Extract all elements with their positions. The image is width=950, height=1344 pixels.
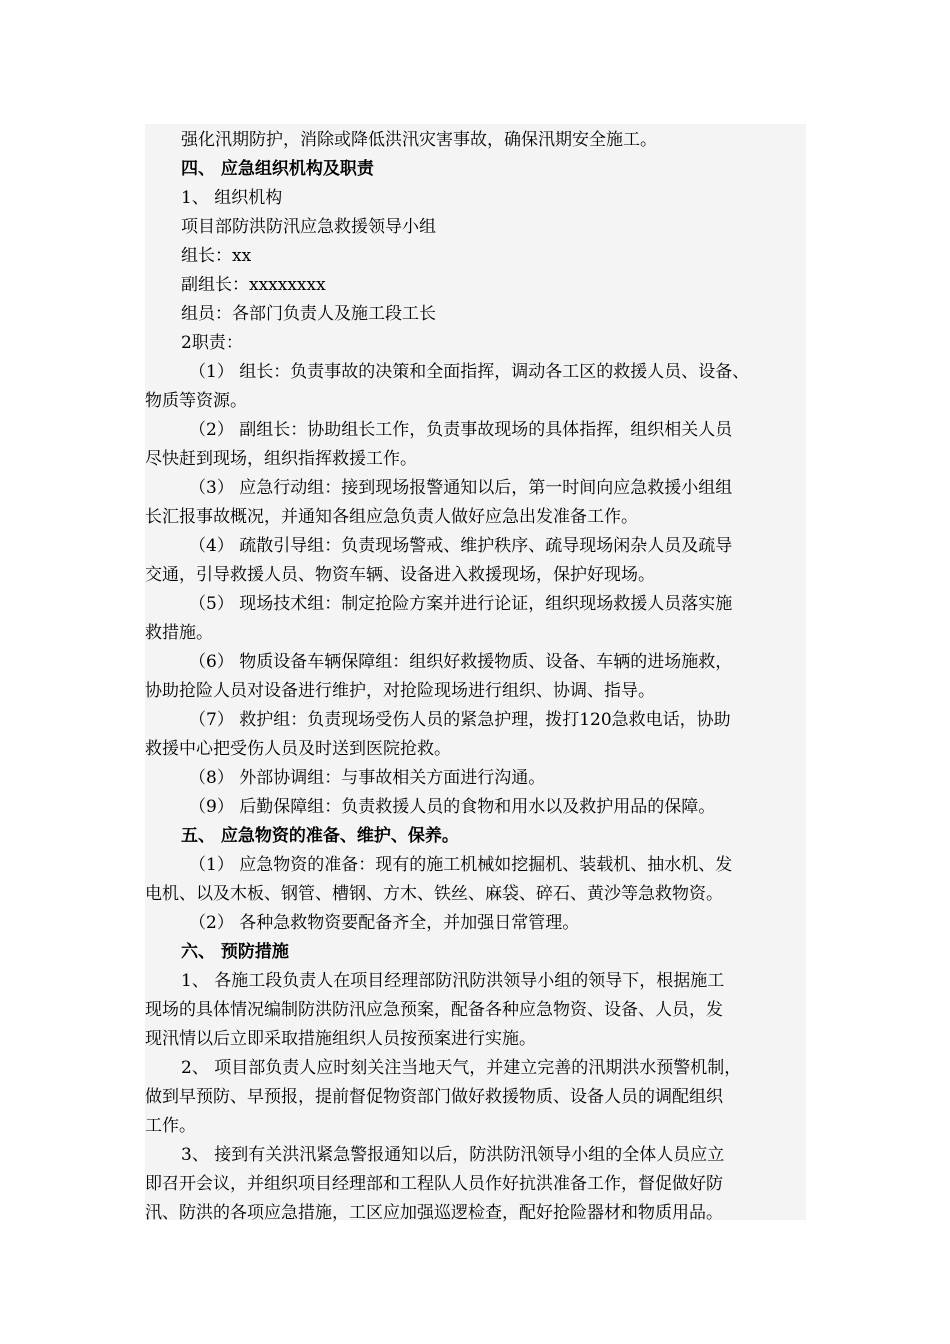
duty-7-line-2: 救援中心把受伤人员及时送到医院抢救。 — [145, 739, 451, 759]
duty-7-line-1: （7） 救护组：负责现场受伤人员的紧急护理，拨打120急救电话，协助 — [189, 710, 731, 730]
intro-line: 强化汛期防护，消除或降低洪汛灾害事故，确保汛期安全施工。 — [181, 130, 657, 150]
duty-6-line-2: 协助抢险人员对设备进行维护，对抢险现场进行组织、协调、指导。 — [145, 681, 655, 701]
duty-4-line-2: 交通，引导救援人员、物资车辆、设备进入救援现场，保护好现场。 — [145, 565, 655, 585]
prevention-2-line-1: 2、 项目部负责人应时刻关注当地天气，并建立完善的汛期洪水预警机制， — [181, 1058, 742, 1078]
duty-2-line-2: 尽快赶到现场，组织指挥救援工作。 — [145, 449, 417, 469]
leader-line: 组长：xx — [181, 246, 252, 266]
duty-5-line-2: 救措施。 — [145, 623, 213, 643]
prevention-3-line-2: 即召开会议，并组织项目经理部和工程队人员作好抗洪准备工作，督促做好防 — [145, 1174, 723, 1194]
document-body — [145, 126, 815, 1228]
materials-1-line-2: 电机、以及木板、钢管、槽钢、方木、铁丝、麻袋、碎石、黄沙等急救物资。 — [145, 884, 723, 904]
duty-4-line-1: （4） 疏散引导组：负责现场警戒、维护秩序、疏导现场闲杂人员及疏导 — [189, 536, 733, 556]
deputy-line: 副组长：xxxxxxxx — [181, 275, 326, 295]
duty-3-line-1: （3） 应急行动组：接到现场报警通知以后，第一时间向应急救援小组组 — [189, 478, 733, 498]
duty-1-line-1: （1） 组长：负责事故的决策和全面指挥，调动各工区的救援人员、设备、 — [189, 362, 750, 382]
prevention-1-line-2: 现场的具体情况编制防洪防汛应急预案，配备各种应急物资、设备、人员，发 — [145, 1000, 723, 1020]
org-group: 项目部防洪防汛应急救援领导小组 — [181, 217, 436, 237]
section-heading-6: 六、 预防措施 — [181, 942, 289, 962]
duty-6-line-1: （6） 物质设备车辆保障组：组织好救援物质、设备、车辆的进场施救， — [189, 652, 733, 672]
prevention-3-line-1: 3、 接到有关洪汛紧急警报通知以后，防洪防汛领导小组的全体人员应立 — [181, 1145, 725, 1165]
duty-8: （8） 外部协调组：与事故相关方面进行沟通。 — [189, 768, 546, 788]
prevention-2-line-3: 工作。 — [145, 1116, 196, 1136]
members-line: 组员：各部门负责人及施工段工长 — [181, 304, 436, 324]
section-heading-5: 五、 应急物资的准备、维护、保养。 — [181, 826, 459, 846]
prevention-2-line-2: 做到早预防、早预报，提前督促物资部门做好救援物质、设备人员的调配组织 — [145, 1087, 723, 1107]
prevention-1-line-3: 现汛情以后立即采取措施组织人员按预案进行实施。 — [145, 1029, 536, 1049]
prevention-3-line-3: 汛、防洪的各项应急措施，工区应加强巡逻检查，配好抢险器材和物质用品。 — [145, 1203, 723, 1223]
duty-5-line-1: （5） 现场技术组：制定抢险方案并进行论证，组织现场救援人员落实施 — [189, 594, 733, 614]
materials-1-line-1: （1） 应急物资的准备：现有的施工机械如挖掘机、装载机、抽水机、发 — [189, 855, 733, 875]
duty-title: 2职责： — [181, 333, 243, 353]
duty-9: （9） 后勤保障组：负责救援人员的食物和用水以及救护用品的保障。 — [189, 797, 716, 817]
prevention-1-line-1: 1、 各施工段负责人在项目经理部防汛防洪领导小组的领导下，根据施工 — [181, 971, 725, 991]
org-title: 1、 组织机构 — [181, 188, 283, 208]
section-heading-4: 四、 应急组织机构及职责 — [181, 159, 374, 179]
duty-3-line-2: 长汇报事故概况，并通知各组应急负责人做好应急出发准备工作。 — [145, 507, 638, 527]
materials-2: （2） 各种急救物资要配备齐全，并加强日常管理。 — [189, 913, 580, 933]
duty-2-line-1: （2） 副组长：协助组长工作，负责事故现场的具体指挥，组织相关人员 — [189, 420, 733, 440]
duty-1-line-2: 物质等资源。 — [145, 391, 247, 411]
